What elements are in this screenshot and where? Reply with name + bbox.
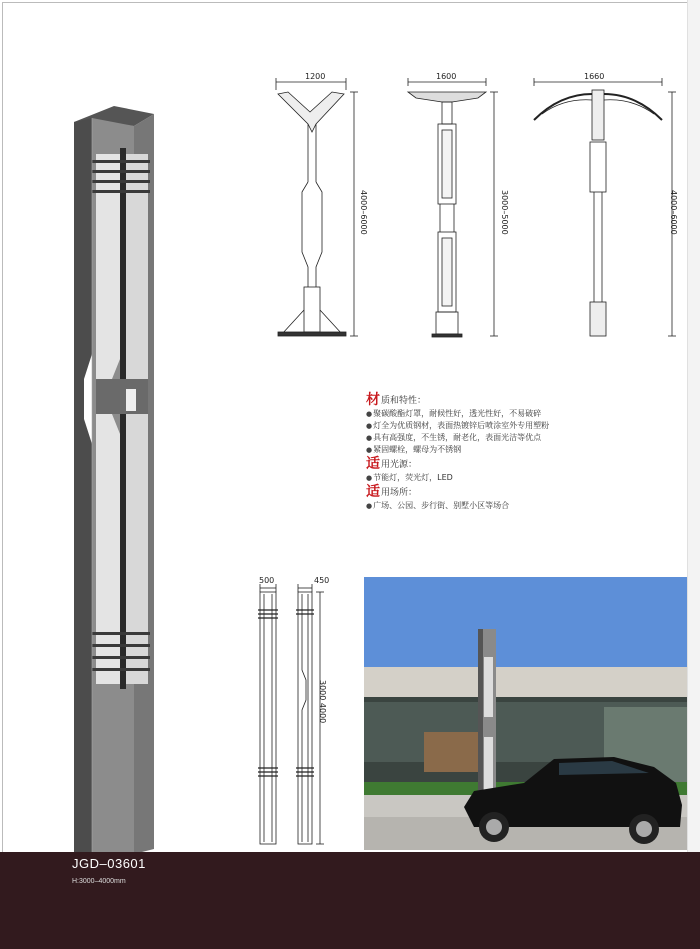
- pole-render: [74, 104, 154, 854]
- drawing-arc-pole: [530, 72, 680, 344]
- drawing3-height-label: 4000–6000: [669, 190, 678, 235]
- light-title: 适用光源：: [366, 456, 418, 472]
- material-item: ● 紧固螺栓，螺母为不锈钢: [366, 444, 666, 456]
- model-number: JGD–03601: [72, 856, 146, 871]
- drawing-t-pole: [404, 72, 498, 344]
- drawing1-height-label: 4000–6000: [359, 190, 368, 235]
- place-title: 适用场所：: [366, 484, 418, 500]
- material-item: ● 聚碳酸酯灯罩，耐候性好，透光性好，不易破碎: [366, 408, 666, 420]
- height-spec: H:3000–4000mm: [72, 878, 126, 885]
- light-item: ● 节能灯，荧光灯，LED: [366, 472, 666, 484]
- drawing-y-pole: [272, 72, 364, 344]
- drawing2-height-label: 3000–5000: [500, 190, 509, 235]
- drawing4-width-a: 500: [259, 576, 275, 585]
- material-title: 材质和特性：: [366, 392, 427, 408]
- drawing3-width-label: 1660: [584, 72, 605, 81]
- drawing4-height-label: 3000 4000: [318, 680, 327, 724]
- drawing1-width-label: 1200: [305, 72, 326, 81]
- installation-photo: [364, 577, 687, 850]
- drawing-square-pole: [252, 580, 342, 848]
- specs-block: [366, 392, 666, 512]
- drawing2-width-label: 1600: [436, 72, 457, 81]
- material-item: ● 灯全为优质钢材，表面热镀锌后喷涂室外专用塑粉: [366, 420, 666, 432]
- drawing4-width-b: 450: [314, 576, 330, 585]
- page-edge-strip: [687, 0, 700, 949]
- material-item: ● 具有高强度，不生锈，耐老化，表面光洁等优点: [366, 432, 666, 444]
- place-item: ● 广场、公园、步行街、别墅小区等场合: [366, 500, 666, 512]
